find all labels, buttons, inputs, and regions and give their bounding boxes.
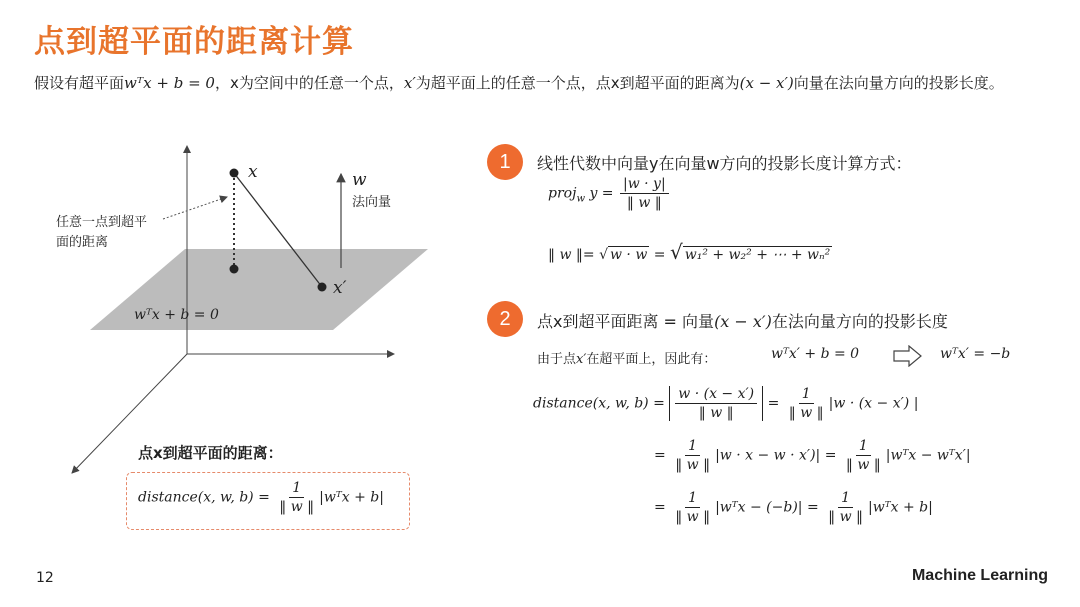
d2-f2-top: 1 (856, 438, 871, 456)
d1-lhs: distance(x, w, b) = (533, 395, 665, 412)
distance-formula (138, 480, 384, 515)
label-xprime: x′ (333, 278, 347, 298)
intro-vector: (x − x′) (739, 74, 794, 92)
d1-frac-2 (786, 386, 827, 421)
d1-abs (669, 386, 763, 421)
intro-part-4: 向量在法向量方向的投影长度。 (793, 74, 1004, 92)
footer-brand: Machine Learning (911, 567, 1048, 584)
proj-y: y = (585, 185, 614, 202)
sqrt-content-1: w · w (610, 247, 648, 263)
derivation-line-1 (533, 386, 918, 421)
d3-frac-1 (672, 490, 713, 525)
hyperplane-diagram (0, 130, 470, 480)
since-text (537, 348, 716, 367)
distance-formula-rhs: |wᵀx + b| (319, 489, 384, 506)
step-2-text (537, 309, 948, 332)
projection-formula (548, 176, 671, 211)
intro-part-3: 为超平面上的任意一个点，点x到超平面的距离为 (415, 74, 740, 92)
proj-denominator: ‖ w ‖ (626, 195, 662, 211)
d2-eq: = (654, 447, 666, 464)
d2-frac-1 (672, 438, 713, 473)
d2-b: |wᵀx − wᵀx′| (885, 447, 971, 464)
d1-f1-top: w · (x − x′) (675, 386, 757, 404)
d1-rhs: |w · (x − x′) | (828, 395, 919, 412)
since-equation-1: wᵀx′ + b = 0 (771, 346, 860, 362)
d3-f1-bot: ‖ w ‖ (675, 509, 711, 525)
intro-part-1: 假设有超平面 (34, 74, 125, 92)
implies-arrow-icon (893, 345, 923, 367)
proj-symbol: proj (548, 185, 577, 202)
intro-xprime: x′ (403, 74, 416, 92)
d2-frac-2 (843, 438, 884, 473)
norm-formula (548, 240, 832, 264)
norm-lhs: ‖ w ‖= (548, 247, 600, 263)
distance-formula-fraction (276, 480, 317, 515)
since-xprime: x′ (576, 352, 587, 367)
d3-eq: = (654, 499, 666, 516)
d1-f2-top: 1 (799, 386, 814, 404)
d1-mid: = (767, 395, 780, 412)
derivation-line-2 (654, 438, 971, 473)
plane-equation: wᵀx + b = 0 (134, 307, 219, 323)
d3-f1-top: 1 (685, 490, 700, 508)
sqrt-icon: √ (599, 247, 608, 263)
d2-a: |w · x − w · x′)| = (715, 447, 837, 464)
sqrt-large-icon: √ (669, 240, 683, 264)
d3-f2-bot: ‖ w ‖ (828, 509, 864, 525)
point-projection (230, 265, 239, 274)
page-title: 点到超平面的距离计算 (34, 24, 354, 60)
step-1-text: 线性代数中向量y在向量w方向的投影长度计算方式： (537, 154, 912, 173)
d1-f2-bot: ‖ w ‖ (788, 405, 824, 421)
step-2-text-a: 点x到超平面距离 = 向量 (537, 312, 715, 331)
d1-f1-bot: ‖ w ‖ (698, 405, 734, 421)
projection-fraction (620, 176, 669, 211)
d3-b: |wᵀx + b| (868, 499, 933, 516)
point-xprime (318, 283, 327, 292)
step-2-vector: (x − x′) (714, 312, 772, 331)
label-w: w (352, 170, 367, 190)
d3-f2-top: 1 (838, 490, 853, 508)
intro-part-2: ，x为空间中的任意一个点， (214, 74, 404, 92)
annotation-arrow (163, 197, 227, 219)
d2-f2-bot: ‖ w ‖ (845, 457, 881, 473)
intro-text (34, 72, 1004, 93)
proj-numerator: |w · y| (620, 176, 669, 194)
distance-label: 点x到超平面的距离： (138, 444, 283, 462)
since-b: 在超平面上，因此有： (586, 352, 717, 367)
label-normal-vector: 法向量 (352, 195, 392, 210)
step-2-text-b: 在法向量方向的投影长度 (771, 312, 948, 331)
step-1-badge: 1 (487, 144, 523, 180)
d3-frac-2 (825, 490, 866, 525)
since-equation-2: wᵀx′ = −b (940, 346, 1011, 362)
proj-subscript: w (576, 193, 585, 205)
fraction-denominator: ‖ w ‖ (279, 499, 315, 515)
sqrt-content-2: w₁² + w₂² + ⋯ + wₙ² (684, 247, 831, 263)
d3-a: |wᵀx − (−b)| = (715, 499, 819, 516)
annotation-line-1: 任意一点到超平 (56, 215, 148, 230)
point-x (230, 169, 239, 178)
d1-frac-1 (675, 386, 757, 421)
intro-hyperplane-eq: wᵀx + b = 0 (124, 74, 215, 92)
annotation-line-2: 面的距离 (56, 235, 109, 250)
page-number: 12 (36, 570, 54, 586)
d2-f1-bot: ‖ w ‖ (675, 457, 711, 473)
since-a: 由于点 (537, 352, 577, 367)
derivation-line-3 (654, 490, 933, 525)
d2-f1-top: 1 (685, 438, 700, 456)
label-x: x (248, 162, 258, 182)
fraction-numerator: 1 (289, 480, 304, 498)
distance-formula-lhs: distance(x, w, b) = (138, 489, 270, 506)
norm-mid: = (649, 247, 670, 263)
step-2-badge: 2 (487, 301, 523, 337)
